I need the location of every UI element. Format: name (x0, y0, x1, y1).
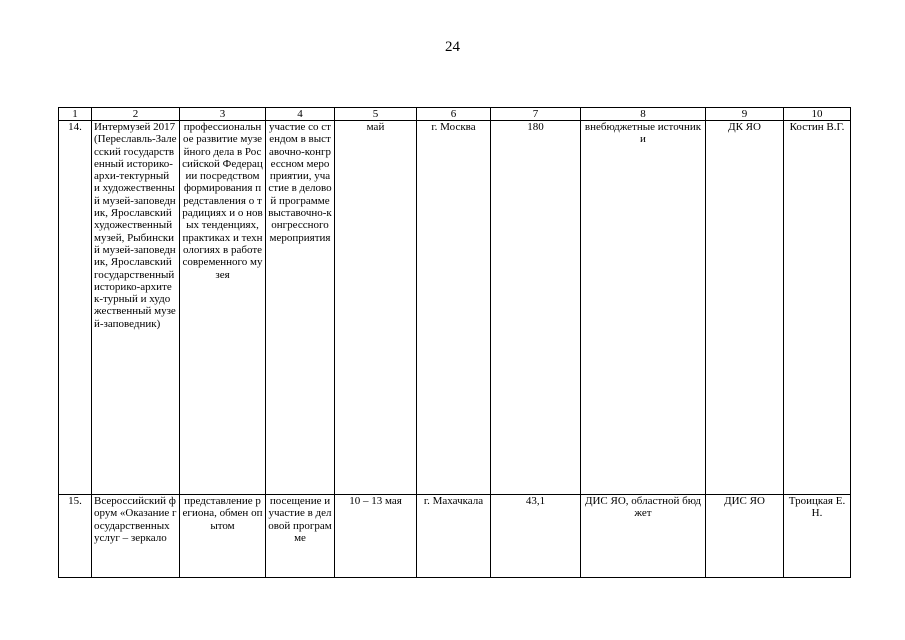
column-header: 1 (59, 108, 92, 121)
event-cost: 43,1 (491, 495, 581, 578)
column-header: 3 (180, 108, 266, 121)
funding-source: внебюджетные источники (581, 121, 706, 495)
page-number: 24 (445, 39, 460, 55)
responsible-org: ДИС ЯО (706, 495, 784, 578)
event-goal: представление региона, обмен опытом (180, 495, 266, 578)
responsible-person: Троицкая Е.Н. (784, 495, 851, 578)
events-table (58, 107, 851, 578)
column-header: 5 (335, 108, 417, 121)
participation-form: участие со стендом в выставочно-конгрессном мероприятии, участие в деловой программе выставочно-конгрессного мероприятия (266, 121, 335, 495)
funding-source: ДИС ЯО, областной бюджет (581, 495, 706, 578)
table-header-row (59, 108, 851, 121)
column-header: 8 (581, 108, 706, 121)
column-header: 2 (92, 108, 180, 121)
row-number: 15. (59, 495, 92, 578)
column-header: 7 (491, 108, 581, 121)
column-header: 4 (266, 108, 335, 121)
event-date: май (335, 121, 417, 495)
table-row (59, 121, 851, 495)
event-place: г. Москва (417, 121, 491, 495)
responsible-person: Костин В.Г. (784, 121, 851, 495)
column-header: 10 (784, 108, 851, 121)
event-goal: профессиональное развитие музейного дела в Российской Федерации посредством формирования представления о традициях и о новых тенденциях, практиках и технологиях в работе современного музея (180, 121, 266, 495)
event-date: 10 – 13 мая (335, 495, 417, 578)
table-row (59, 495, 851, 578)
event-name: Всероссийский форум «Оказание государственных услуг – зеркало (92, 495, 180, 578)
event-name: Интермузей 2017 (Переславль-Залесский государственный историко-архи-тектурный и художественный музей-заповедник, Ярославский художественный музей, Рыбинский музей-заповедник, Ярославский государственный историко-архитек-турный и художественный музей-заповедник) (92, 121, 180, 495)
column-header: 6 (417, 108, 491, 121)
column-header: 9 (706, 108, 784, 121)
responsible-org: ДК ЯО (706, 121, 784, 495)
event-cost: 180 (491, 121, 581, 495)
row-number: 14. (59, 121, 92, 495)
event-place: г. Махачкала (417, 495, 491, 578)
participation-form: посещение и участие в деловой программе (266, 495, 335, 578)
